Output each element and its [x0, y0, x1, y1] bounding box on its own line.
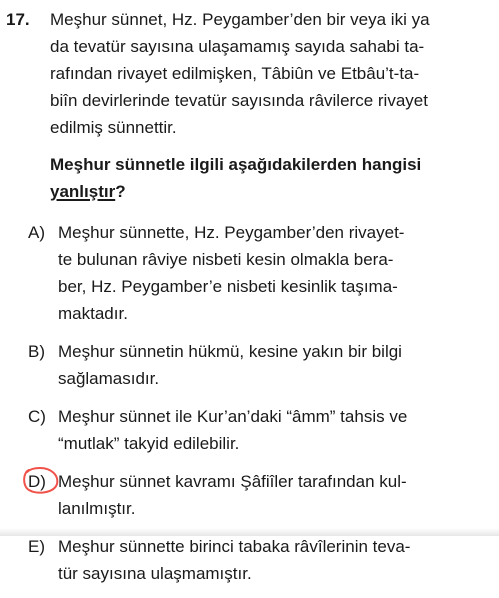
option-c[interactable]	[28, 403, 478, 457]
stem-line: rafından rivayet edilmişken, Tâbiûn ve Etbâu’t-ta-	[50, 64, 420, 83]
option-letter: E)	[28, 537, 45, 556]
option-e[interactable]	[28, 533, 478, 587]
stem-line: Meşhur sünnet, Hz. Peygamber’den bir veya iki ya	[50, 10, 430, 29]
option-text-line: te bulunan râviye nisbeti kesin olmakla bera-	[58, 250, 394, 269]
prompt-question-mark: ?	[115, 182, 126, 201]
option-text-line: ber, Hz. Peygamber’e nisbeti kesinlik taşıma-	[58, 277, 398, 296]
option-letter: A)	[28, 223, 45, 242]
prompt-underlined-word: yanlıştır	[50, 182, 116, 201]
option-text-line: Meşhur sünnette birinci tabaka râvîlerinin teva-	[58, 537, 411, 556]
option-text-line: lanılmıştır.	[58, 499, 136, 518]
option-text-line: “mutlak” takyid edilebilir.	[58, 434, 240, 453]
option-text-line: Meşhur sünnet kavramı Şâfiîler tarafından kul-	[58, 472, 407, 491]
option-d[interactable]	[28, 468, 478, 522]
question-stem	[50, 6, 478, 141]
option-b[interactable]	[28, 338, 478, 392]
option-text-line: tür sayısına ulaşmamıştır.	[58, 564, 252, 583]
page-bottom-edge	[0, 528, 499, 536]
option-letter: D)	[28, 472, 46, 491]
prompt-line: Meşhur sünnetle ilgili aşağıdakilerden hangisi	[50, 155, 422, 174]
option-a[interactable]	[28, 219, 478, 327]
question-number: 17.	[6, 10, 30, 29]
question-17	[6, 6, 478, 598]
option-text-line: Meşhur sünnet ile Kur’an’daki “âmm” tahsis ve	[58, 407, 408, 426]
option-text-line: sağlamasıdır.	[58, 369, 160, 388]
option-text-line: maktadır.	[58, 304, 128, 323]
stem-line: edilmiş sünnettir.	[50, 118, 177, 137]
option-text-line: Meşhur sünnette, Hz. Peygamber’den rivayet-	[58, 223, 405, 242]
option-text-line: Meşhur sünnetin hükmü, kesine yakın bir bilgi	[58, 342, 402, 361]
option-letter: B)	[28, 342, 45, 361]
question-prompt	[50, 151, 478, 205]
prompt-line-2	[50, 178, 478, 205]
stem-line: da tevatür sayısına ulaşamamış sayıda sahabi ta-	[50, 37, 425, 56]
stem-line: biîn devirlerinde tevatür sayısında râvilerce rivayet	[50, 91, 428, 110]
option-letter: C)	[28, 407, 46, 426]
